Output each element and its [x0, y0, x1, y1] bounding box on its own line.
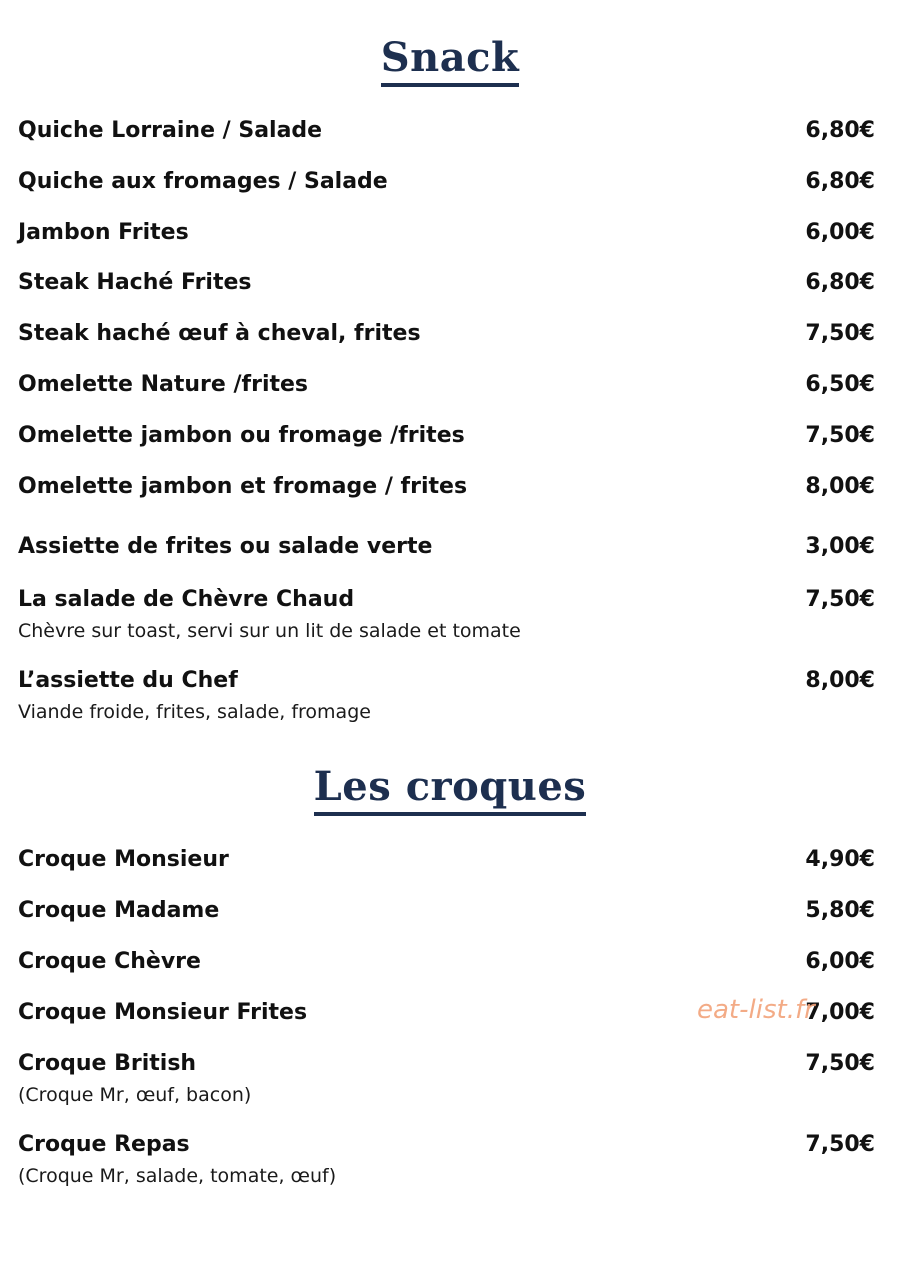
- item-name: Assiette de frites ou salade verte: [18, 534, 433, 559]
- item-name: Croque Monsieur: [18, 847, 229, 872]
- item-price: 5,80€: [805, 898, 875, 923]
- item-description: Viande froide, frites, salade, fromage: [18, 701, 371, 723]
- item-description: (Croque Mr, salade, tomate, œuf): [18, 1165, 337, 1187]
- item-price: 6,80€: [805, 118, 875, 143]
- item-name: La salade de Chèvre Chaud: [18, 587, 355, 612]
- menu-item: [18, 370, 875, 400]
- menu-item: [18, 218, 875, 248]
- item-price: 7,50€: [805, 321, 875, 346]
- snack-title-text: Snack: [381, 34, 519, 87]
- croques-section-title: [0, 763, 900, 816]
- item-name: Steak Haché Frites: [18, 270, 252, 295]
- menu-item: [18, 845, 875, 875]
- snack-section-title: [0, 34, 900, 87]
- menu-item: [18, 1130, 875, 1189]
- menu-item: [18, 421, 875, 451]
- item-price: 7,00€: [805, 1000, 875, 1025]
- menu-item: [18, 666, 875, 725]
- item-name: Croque Monsieur Frites: [18, 1000, 308, 1025]
- item-name: Omelette Nature /frites: [18, 372, 309, 397]
- item-price: 6,00€: [805, 949, 875, 974]
- menu-item: [18, 472, 875, 502]
- menu-item: [18, 319, 875, 349]
- item-price: 3,00€: [805, 534, 875, 559]
- item-price: 7,50€: [805, 587, 875, 612]
- item-price: 7,50€: [805, 1051, 875, 1076]
- item-name: Omelette jambon et fromage / frites: [18, 474, 468, 499]
- item-name: Croque Madame: [18, 898, 220, 923]
- menu-item: [18, 896, 875, 926]
- item-name: Omelette jambon ou fromage /frites: [18, 423, 465, 448]
- menu-item: [18, 585, 875, 644]
- menu-item: [18, 167, 875, 197]
- item-price: 8,00€: [805, 474, 875, 499]
- menu-item: [18, 947, 875, 977]
- menu-item: [18, 268, 875, 298]
- item-price: 4,90€: [805, 847, 875, 872]
- menu-item: [18, 1049, 875, 1108]
- watermark-text: eat-list.fr: [697, 995, 815, 1025]
- item-price: 6,00€: [805, 220, 875, 245]
- item-name: Quiche aux fromages / Salade: [18, 169, 388, 194]
- item-price: 6,50€: [805, 372, 875, 397]
- item-name: Jambon Frites: [18, 220, 189, 245]
- item-name: Quiche Lorraine / Salade: [18, 118, 323, 143]
- menu-item: [18, 532, 875, 562]
- item-price: 7,50€: [805, 423, 875, 448]
- croques-title-text: Les croques: [314, 763, 587, 816]
- item-name: Croque British: [18, 1051, 197, 1076]
- item-description: (Croque Mr, œuf, bacon): [18, 1084, 252, 1106]
- item-name: Croque Chèvre: [18, 949, 201, 974]
- item-price: 6,80€: [805, 270, 875, 295]
- item-name: L’assiette du Chef: [18, 668, 238, 693]
- item-name: Steak haché œuf à cheval, frites: [18, 321, 421, 346]
- item-name: Croque Repas: [18, 1132, 190, 1157]
- menu-item: [18, 116, 875, 146]
- item-price: 7,50€: [805, 1132, 875, 1157]
- item-price: 6,80€: [805, 169, 875, 194]
- item-price: 8,00€: [805, 668, 875, 693]
- item-description: Chèvre sur toast, servi sur un lit de salade et tomate: [18, 620, 521, 642]
